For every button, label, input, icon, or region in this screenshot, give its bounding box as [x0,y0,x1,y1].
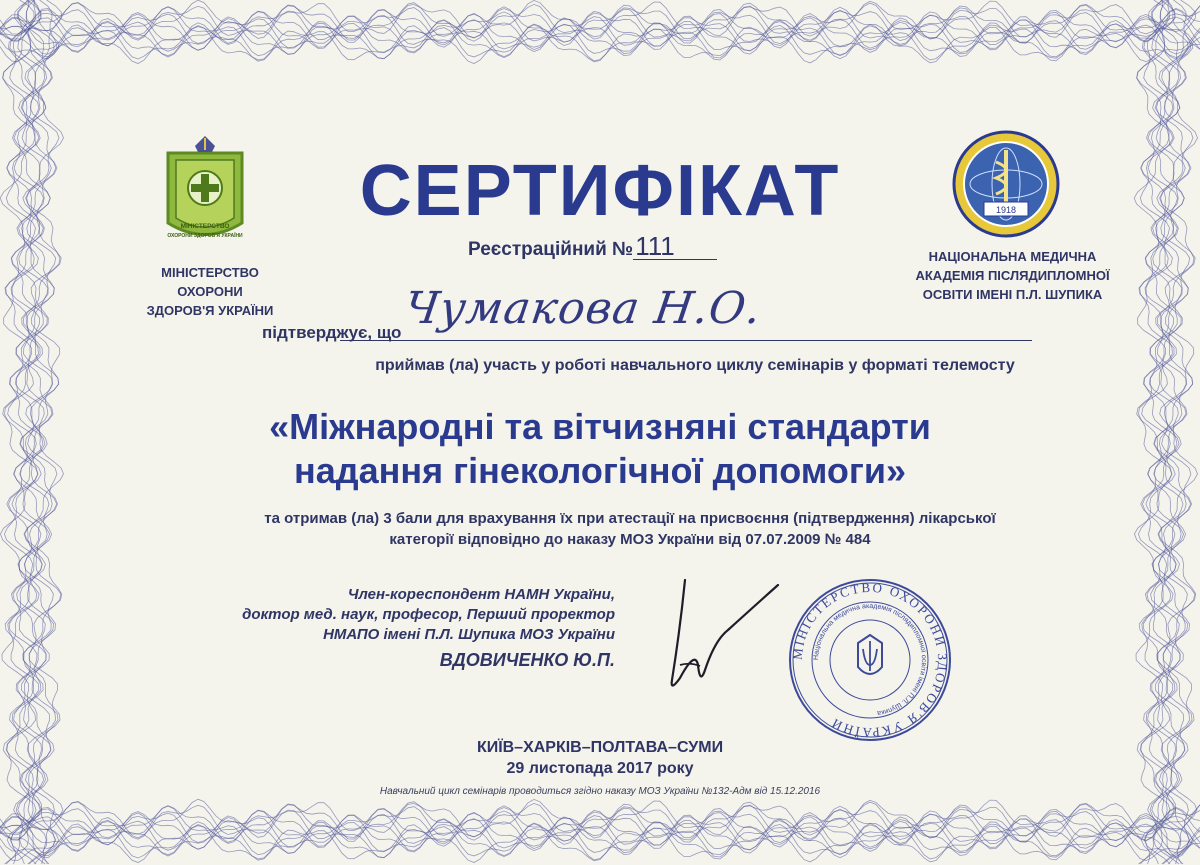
seminar-title-line: «Міжнародні та вітчизняні стандарти [269,406,931,447]
svg-text:Національна медична академія п: Національна медична академія післядипломної освіти імені П.Л. Шупика [812,602,928,717]
confirms-label: підтверджує, що [262,323,402,342]
guilloche-line [0,0,1200,39]
academy-name-line: НАЦІОНАЛЬНА МЕДИЧНА [928,249,1097,264]
issue-date: 29 листопада 2017 року [506,760,694,777]
guilloche-line [0,802,1200,841]
seminar-title [180,405,1020,493]
guilloche-line [11,0,50,864]
location-date [420,737,780,779]
guilloche-line [0,799,1200,838]
participation-text: приймав (ла) участь у роботі навчального циклу семінарів у форматі телемосту [375,357,1015,374]
guilloche-line [0,3,1200,42]
ministry-name [130,263,290,320]
points-line: категорії відповідно до наказу МОЗ України від 07.07.2009 № 484 [389,531,871,548]
ministry-name-line: ЗДОРОВ'Я УКРАЇНИ [146,303,274,318]
academy-emblem [950,128,1062,240]
academy-name-line: ОСВІТИ ІМЕНІ П.Л. ШУПИКА [922,287,1103,302]
svg-text:МІНІСТЕРСТВО: МІНІСТЕРСТВО [180,223,230,230]
recipient-name: Чумакова Н.О. [401,283,765,334]
academy-name [905,247,1120,304]
points-line: та отримав (ла) 3 бали для врахування їх при атестації на присвоєння (підтвердження) лікарської [264,510,996,527]
svg-text:МІНІСТЕРСТВО ОХОРОНИ ЗДОРОВ'Я: МІНІСТЕРСТВО ОХОРОНИ ЗДОРОВ'Я УКРАЇНИ [789,579,951,741]
registration-number: 111 [633,233,717,260]
guilloche-line [1145,0,1184,864]
signer-name: ВДОВИЧЕНКО Ю.П. [439,650,615,670]
registration [468,233,717,261]
svg-text:ОХОРОНИ ЗДОРОВ'Я УКРАЇНИ: ОХОРОНИ ЗДОРОВ'Я УКРАЇНИ [167,233,243,239]
ministry-logo [160,128,250,263]
certificate-title: СЕРТИФІКАТ [359,151,841,231]
registration-label: Реєстраційний № [468,239,634,260]
signer-title-line: НМАПО імені П.Л. Шупика МОЗ України [323,626,615,643]
signer-title-line: Член-кореспондент НАМН України, [347,586,615,603]
official-stamp [785,575,955,745]
cities: КИЇВ–ХАРКІВ–ПОЛТАВА–СУМИ [476,739,724,756]
guilloche-line [0,823,1200,862]
signature [650,570,790,700]
footnote: Навчальний цикл семінарів проводиться згідно наказу МОЗ України №132-Адм від 15.12.2016 [379,786,821,797]
recipient-underline [340,340,1032,341]
academy-name-line: АКАДЕМІЯ ПІСЛЯДИПЛОМНОЇ [915,268,1110,283]
seminar-title-line: надання гінекологічної допомоги» [293,450,907,491]
guilloche-line [0,24,1200,63]
ministry-name-line: МІНІСТЕРСТВО ОХОРОНИ [161,265,259,299]
guilloche-line [16,0,54,864]
points-text [200,508,1060,550]
svg-text:1918: 1918 [995,205,1017,215]
guilloche-line [1150,0,1188,864]
signer-title-line: доктор мед. наук, професор, Перший проректор [242,606,615,623]
signer-title [215,585,615,645]
